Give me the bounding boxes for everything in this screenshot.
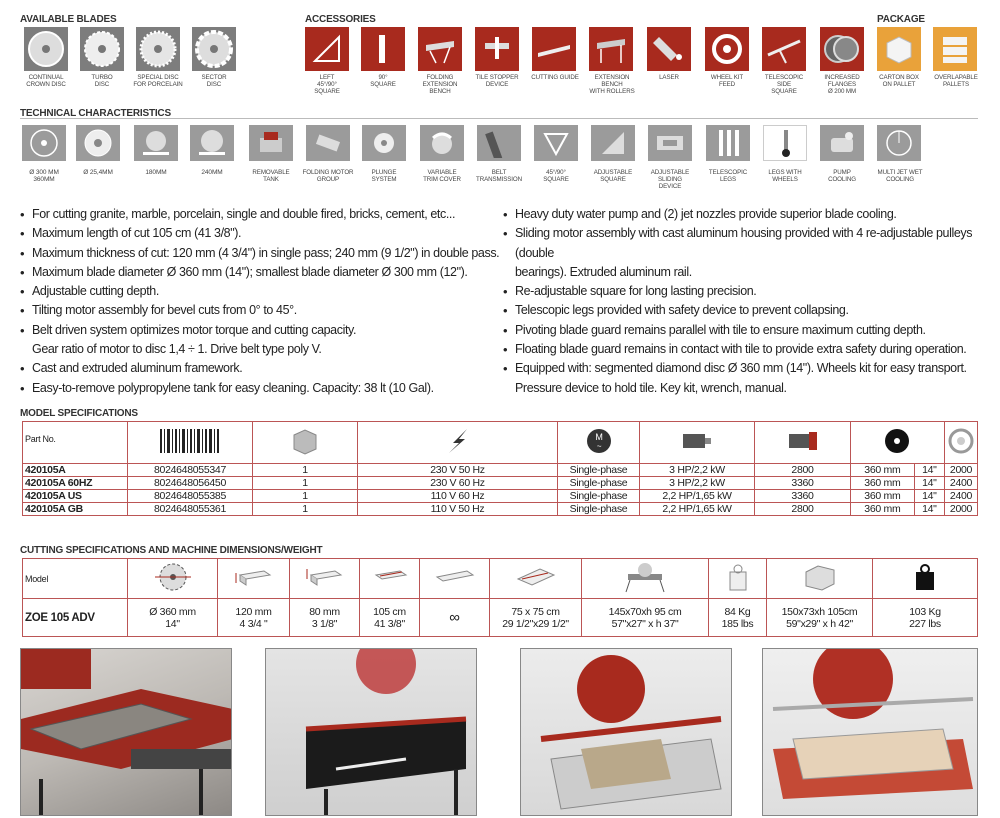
flanges-icon xyxy=(820,27,864,71)
accessory-caption: TILE STOPPER DEVICE xyxy=(475,74,519,88)
voltage: 110 V 50 Hz xyxy=(358,503,558,516)
phase: Single-phase xyxy=(558,477,640,490)
disc-mm: 360 mm xyxy=(851,490,915,503)
table-row xyxy=(23,503,978,516)
tank-icon xyxy=(249,125,293,161)
feature-item: • Equipped with: segmented diamond disc Ø 360 mm (14"). Wheels kit for easy transport. Pressure device to hold tile. Key kit, wrench, manual. xyxy=(503,359,983,398)
folding-bench-icon xyxy=(418,27,462,71)
feature-item: • Pivoting blade guard remains parallel with tile to ensure maximum cutting depth. xyxy=(503,321,983,340)
features-right xyxy=(503,205,983,398)
quantity: 1 xyxy=(253,490,358,503)
spec-cell: 150x73xh 105cm 59"x29" x h 42" xyxy=(767,599,873,637)
power: 2,2 HP/1,65 kW xyxy=(640,490,755,503)
accessory-caption: WHEEL KIT FEED xyxy=(710,74,744,88)
special-disc-icon xyxy=(136,27,180,71)
voltage-icon xyxy=(358,422,558,464)
motor-rpm: 3360 xyxy=(755,477,851,490)
table-header-row xyxy=(23,422,978,464)
accessories-heading: ACCESSORIES xyxy=(305,14,376,25)
tech-caption: 45°/90° SQUARE xyxy=(543,169,569,183)
spec-cell: Ø 360 mm 14" xyxy=(128,599,218,637)
feature-item: • Re-adjustable square for long lasting precision. xyxy=(503,282,983,301)
tech-caption: BELT TRANSMISSION xyxy=(476,169,522,183)
tech-caption: Ø 25,4MM xyxy=(83,169,113,176)
part-number: 420105A 60HZ xyxy=(23,477,128,490)
cutting-guide-icon xyxy=(532,27,576,71)
ean-code: 8024648055385 xyxy=(128,490,253,503)
diagonal-cut-icon xyxy=(490,559,582,599)
wheel-kit-icon xyxy=(705,27,749,71)
cutting-spec-table xyxy=(22,558,978,637)
quantity: 1 xyxy=(253,464,358,477)
power: 3 HP/2,2 kW xyxy=(640,464,755,477)
depth-240-icon xyxy=(190,125,234,161)
spec-cell: 120 mm 4 3/4 " xyxy=(218,599,290,637)
tech-caption: LEGS WITH WHEELS xyxy=(768,169,802,183)
disc-mm: 360 mm xyxy=(851,477,915,490)
feature-item: • Adjustable cutting depth. xyxy=(20,282,500,301)
tech-caption: 180MM xyxy=(145,169,167,176)
disc-rpm: 2000 xyxy=(944,464,977,477)
package-caption: CARTON BOX ON PALLET xyxy=(879,74,919,88)
motor-rpm: 2800 xyxy=(755,464,851,477)
power-icon xyxy=(640,422,755,464)
accessory-caption: CUTTING GUIDE xyxy=(531,74,579,81)
feature-item: • Tilting motor assembly for bevel cuts from 0° to 45°. xyxy=(20,301,500,320)
ean-code: 8024648055361 xyxy=(128,503,253,516)
disc-inch: 14" xyxy=(914,477,944,490)
voltage: 230 V 50 Hz xyxy=(358,464,558,477)
feature-item: • Floating blade guard remains in contact with tile to provide extra safety during operation. xyxy=(503,340,983,359)
spec-cell: 103 Kg 227 lbs xyxy=(873,599,978,637)
model-specs-heading: MODEL SPECIFICATIONS xyxy=(20,408,138,419)
phase: Single-phase xyxy=(558,490,640,503)
laser-icon xyxy=(647,27,691,71)
blade-diameter-icon xyxy=(128,559,218,599)
part-number: 420105A xyxy=(23,464,128,477)
disc-rpm-icon xyxy=(944,422,977,464)
technical-divider xyxy=(20,118,978,119)
disc-rpm: 2400 xyxy=(944,477,977,490)
rpm-icon xyxy=(755,422,851,464)
spec-cell: 105 cm 41 3/8" xyxy=(360,599,420,637)
turbo-disc-icon xyxy=(80,27,124,71)
disc-rpm: 2400 xyxy=(944,490,977,503)
disc-inch: 14" xyxy=(914,464,944,477)
plunge-icon xyxy=(362,125,406,161)
bore-icon xyxy=(76,125,120,161)
product-photo-4 xyxy=(762,648,978,816)
disc-mm: 360 mm xyxy=(851,503,915,516)
disc-inch: 14" xyxy=(914,503,944,516)
pump-icon xyxy=(820,125,864,161)
package-caption: OVERLAPABLE PALLETS xyxy=(934,74,978,88)
accessory-caption: LEFT 45°/90° SQUARE xyxy=(314,74,340,95)
feature-item: • Easy-to-remove polypropylene tank for easy cleaning. Capacity: 38 lt (10 Gal). xyxy=(20,379,500,398)
table-row xyxy=(23,490,978,503)
tech-caption: REMOVABLE TANK xyxy=(252,169,290,183)
tech-caption: MULTI JET WET COOLING xyxy=(877,169,923,183)
trim-cover-icon xyxy=(420,125,464,161)
accessory-caption: FOLDING EXTENSION BENCH xyxy=(422,74,458,95)
power: 3 HP/2,2 kW xyxy=(640,477,755,490)
feature-item: • For cutting granite, marble, porcelain, single and double fired, bricks, cement, etc... xyxy=(20,205,500,224)
extension-bench-icon xyxy=(589,27,633,71)
features-left xyxy=(20,205,500,398)
square-45-icon xyxy=(534,125,578,161)
voltage: 110 V 60 Hz xyxy=(358,490,558,503)
svg-text:~: ~ xyxy=(596,442,601,451)
thickness-single-icon xyxy=(218,559,290,599)
table-row xyxy=(23,464,978,477)
tech-caption: PLUNGE SYSTEM xyxy=(371,169,397,183)
feature-item: • Maximum blade diameter Ø 360 mm (14"); smallest blade diameter Ø 300 mm (12"). xyxy=(20,263,500,282)
thickness-bevel-icon xyxy=(290,559,360,599)
tech-caption: Ø 300 MM 360MM xyxy=(29,169,59,183)
svg-text:M: M xyxy=(594,432,603,442)
telescopic-legs-icon xyxy=(706,125,750,161)
disc-300-icon xyxy=(22,125,66,161)
available-blades-heading: AVAILABLE BLADES xyxy=(20,14,117,25)
quantity: 1 xyxy=(253,477,358,490)
tech-caption: 240MM xyxy=(201,169,223,176)
adjustable-square-icon xyxy=(591,125,635,161)
spec-cell: 80 mm 3 1/8" xyxy=(290,599,360,637)
blade-caption: CONTINUAL CROWN DISC xyxy=(26,74,66,88)
spec-cell: 75 x 75 cm 29 1/2"x29 1/2" xyxy=(490,599,582,637)
accessory-caption: EXTENSION BENCH WITH ROLLERS xyxy=(589,74,635,95)
spec-cell: ∞ xyxy=(420,599,490,637)
square-90-icon xyxy=(361,27,405,71)
tech-caption: ADJUSTABLE SQUARE xyxy=(593,169,633,183)
tech-caption: VARIABLE TRIM COVER xyxy=(423,169,461,183)
multi-jet-icon xyxy=(877,125,921,161)
feature-item: • Telescopic legs provided with safety device to prevent collapsing. xyxy=(503,301,983,320)
cutting-specs-heading: CUTTING SPECIFICATIONS AND MACHINE DIMENSIONS/WEIGHT xyxy=(20,545,323,556)
table-header-row xyxy=(23,559,978,599)
motor-rpm: 3360 xyxy=(755,490,851,503)
part-no-header: Part No. xyxy=(23,422,128,464)
feature-item: • Heavy duty water pump and (2) jet nozzles provide superior blade cooling. xyxy=(503,205,983,224)
folding-motor-icon xyxy=(306,125,350,161)
voltage: 230 V 60 Hz xyxy=(358,477,558,490)
feature-item: • Belt driven system optimizes motor torque and cutting capacity. Gear ratio of motor to disc 1,4 ÷ 1. Drive belt type poly V. xyxy=(20,321,500,360)
tech-caption: PUMP COOLING xyxy=(828,169,856,183)
part-number: 420105A GB xyxy=(23,503,128,516)
blade-caption: TURBO DISC xyxy=(91,74,113,88)
infinite-length-icon xyxy=(420,559,490,599)
part-number: 420105A US xyxy=(23,490,128,503)
carton-box-icon xyxy=(877,27,921,71)
continual-crown-disc-icon xyxy=(24,27,68,71)
feature-item: • Maximum thickness of cut: 120 mm (4 3/4") in single pass; 240 mm (9 1/2") in double pass. xyxy=(20,244,500,263)
box-icon xyxy=(253,422,358,464)
spec-cell: 84 Kg 185 lbs xyxy=(709,599,767,637)
tech-caption: ADJUSTABLE SLIDING DEVICE xyxy=(650,169,690,190)
phase: Single-phase xyxy=(558,503,640,516)
sliding-device-icon xyxy=(648,125,692,161)
accessory-caption: TELESCOPIC SIDE SQUARE xyxy=(764,74,804,95)
barcode-icon xyxy=(128,422,253,464)
depth-180-icon xyxy=(134,125,178,161)
legs-wheels-icon xyxy=(763,125,807,161)
blade-caption: SECTOR DISC xyxy=(201,74,227,88)
motor-icon xyxy=(558,422,640,464)
left-square-icon xyxy=(305,27,349,71)
cut-length-icon xyxy=(360,559,420,599)
table-row xyxy=(23,599,978,637)
package-dimensions-icon xyxy=(767,559,873,599)
tech-caption: TELESCOPIC LEGS xyxy=(708,169,748,183)
phase: Single-phase xyxy=(558,464,640,477)
blade-caption: SPECIAL DISC FOR PORCELAIN xyxy=(133,74,183,88)
machine-dimensions-icon xyxy=(582,559,709,599)
motor-rpm: 2800 xyxy=(755,503,851,516)
disc-diameter-icon xyxy=(851,422,945,464)
technical-heading: TECHNICAL CHARACTERISTICS xyxy=(20,108,171,119)
ean-code: 8024648055347 xyxy=(128,464,253,477)
product-photo-2 xyxy=(265,648,477,816)
table-row xyxy=(23,477,978,490)
feature-item: • Cast and extruded aluminum framework. xyxy=(20,359,500,378)
feature-item: • Sliding motor assembly with cast aluminum housing provided with 4 re-adjustable pulleys (double bearings). Extruded aluminum rail. xyxy=(503,224,983,282)
accessory-caption: INCREASED FLANGES Ø 200 MM xyxy=(824,74,860,95)
package-weight-icon xyxy=(873,559,978,599)
tech-caption: FOLDING MOTOR GROUP xyxy=(302,169,354,183)
disc-inch: 14" xyxy=(914,490,944,503)
machine-weight-icon xyxy=(709,559,767,599)
spec-cell: 145x70xh 95 cm 57"x27" x h 37" xyxy=(582,599,709,637)
model-spec-table xyxy=(22,421,978,516)
product-photo-1 xyxy=(20,648,232,816)
sector-disc-icon xyxy=(192,27,236,71)
package-heading: PACKAGE xyxy=(877,14,925,25)
model-header: Model xyxy=(23,559,128,599)
quantity: 1 xyxy=(253,503,358,516)
accessory-caption: LASER xyxy=(659,74,679,81)
product-photo-3 xyxy=(520,648,732,816)
disc-mm: 360 mm xyxy=(851,464,915,477)
tile-stopper-icon xyxy=(475,27,519,71)
pallets-icon xyxy=(933,27,977,71)
feature-item: • Maximum length of cut 105 cm (41 3/8"). xyxy=(20,224,500,243)
disc-rpm: 2000 xyxy=(944,503,977,516)
ean-code: 8024648056450 xyxy=(128,477,253,490)
model-name: ZOE 105 ADV xyxy=(23,599,128,637)
telescopic-square-icon xyxy=(762,27,806,71)
belt-icon xyxy=(477,125,521,161)
power: 2,2 HP/1,65 kW xyxy=(640,503,755,516)
accessory-caption: 90° SQUARE xyxy=(370,74,396,88)
